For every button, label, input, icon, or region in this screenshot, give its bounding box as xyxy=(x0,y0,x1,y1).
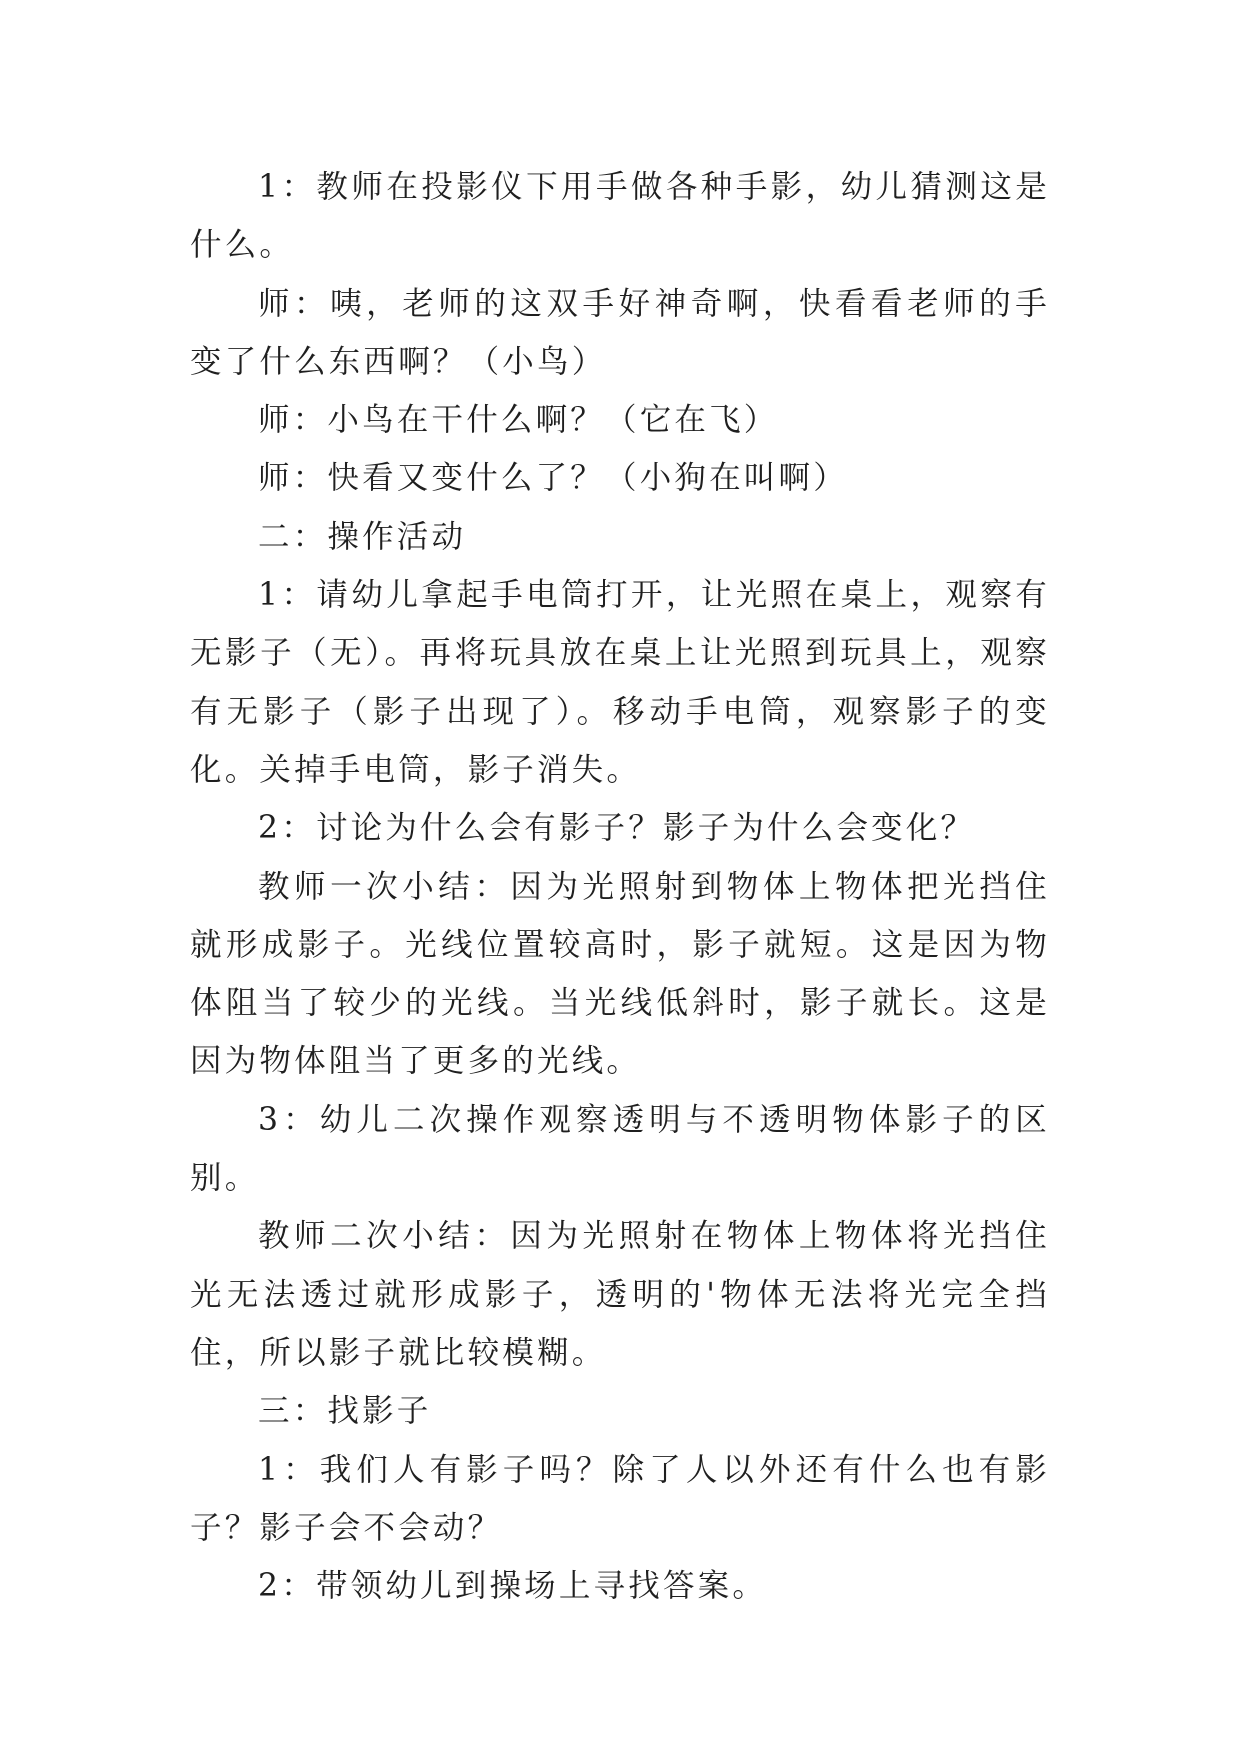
paragraph-playground-search: 2：带领幼儿到操场上寻找答案。 xyxy=(258,1568,768,1605)
paragraph-transparent-comparison: 3：幼儿二次操作观察透明与不透明物体影子的区别。 xyxy=(190,1101,1050,1197)
paragraph-first-summary: 教师一次小结：因为光照射到物体上物体把光挡住就形成影子。光线位置较高时，影子就短。这是因为物体阻当了较少的光线。当光线低斜时，影子就长。这是因为物体阻当了更多的光线。 xyxy=(190,868,1050,1080)
paragraph-flashlight-observation: 1：请幼儿拿起手电筒打开，让光照在桌上，观察有无影子（无）。再将玩具放在桌上让光照到玩具上，观察有无影子（影子出现了）。移动手电筒，观察影子的变化。关掉手电筒，影子消失。 xyxy=(190,577,1050,788)
paragraph-teacher-question-dog: 师：快看又变什么了？（小狗在叫啊） xyxy=(258,460,848,497)
paragraph-second-summary: 教师二次小结：因为光照射在物体上物体将光挡住光无法透过就形成影子，透明的'物体无法将光完全挡住，所以影子就比较模糊。 xyxy=(190,1218,1050,1371)
section-heading-operation-activity: 二：操作活动 xyxy=(258,518,467,555)
paragraph-shadow-questions: 1：我们人有影子吗？除了人以外还有什么也有影子？影子会不会动？ xyxy=(190,1451,1050,1546)
paragraph-shadow-discussion: 2：讨论为什么会有影子？影子为什么会变化？ xyxy=(258,810,976,847)
paragraph-hand-shadow-intro: 1：教师在投影仪下用手做各种手影，幼儿猜测这是什么。 xyxy=(190,169,1050,264)
paragraph-teacher-question-bird: 师：咦，老师的这双手好神奇啊，快看看老师的手变了什么东西啊？（小鸟） xyxy=(190,285,1050,380)
section-heading-find-shadows: 三：找影子 xyxy=(258,1393,432,1430)
document-body xyxy=(190,158,1050,1615)
paragraph-teacher-question-flying: 师：小鸟在干什么啊？（它在飞） xyxy=(258,402,779,439)
